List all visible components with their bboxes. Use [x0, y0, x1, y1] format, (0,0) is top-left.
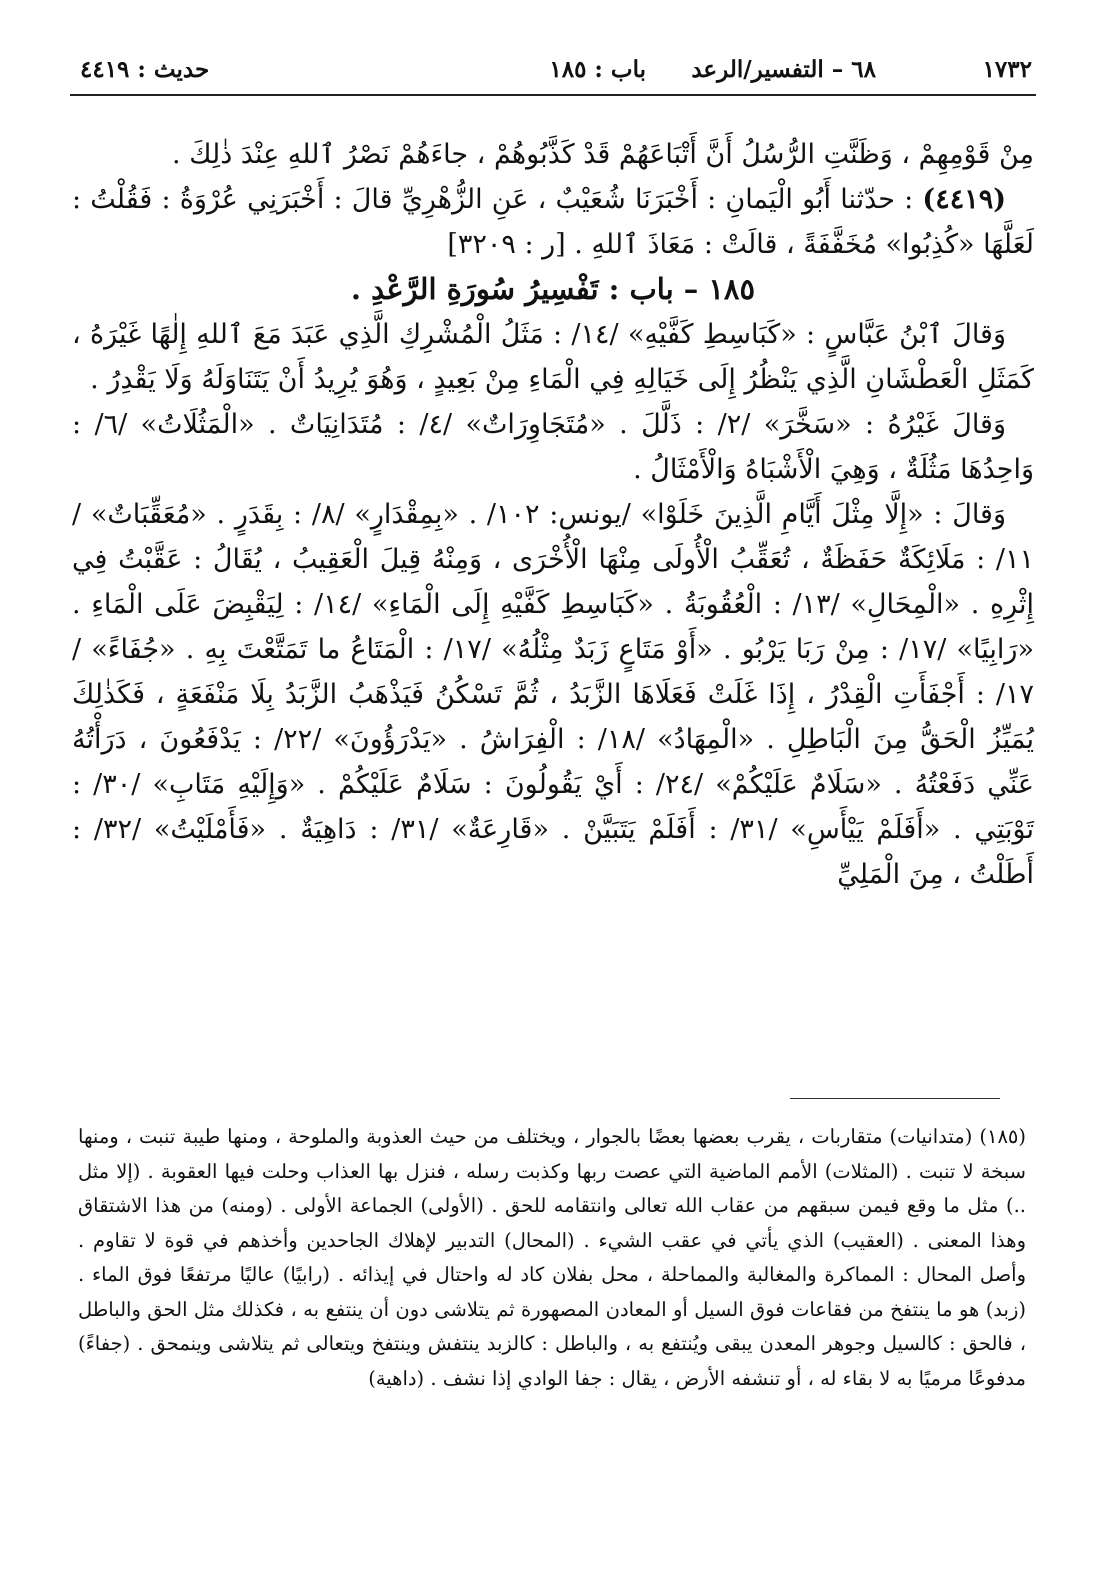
commentary-paragraph-2: وَقالَ غَيْرُهُ : «سَخَّرَ» /٢/ : ذَلَّلَ . «مُتَجَاوِرَاتٌ» /٤/ : مُتَدَانِيَاتٌ . «الْمَثُلَاتُ» /٦/ : وَاحِدُهَا مَثُلَةٌ ، وَهِيَ الْأَشْبَاهُ وَالْأَمْثَالُ . — [72, 409, 1034, 485]
page-header — [70, 50, 1036, 96]
commentary-paragraph-3: وَقالَ : «إِلَّا مِثْلَ أَيَّامِ الَّذِينَ خَلَوْا» /يونس: ١٠٢/ . «بِمِقْدَارٍ» /٨/ : بِقَدَرٍ . «مُعَقِّبَاتٌ» /١١/ : مَلَائِكَةٌ حَفَظَةٌ ، تُعَقِّبُ الْأُولَى مِنْهَا الْأُخْرَى ، وَمِنْهُ قِيلَ الْعَقِيبُ ، يُقَالُ : عَقَّبْتُ فِي إِثْرِهِ . «الْمِحَالِ» /١٣/ : الْعُقُوبَةُ . «كَبَاسِطِ كَفَّيْهِ إِلَى الْمَاءِ» /١٤/ : لِيَقْبِضَ عَلَى الْمَاءِ . «رَابِيًا» /١٧/ : مِنْ رَبَا يَرْبُو . «أَوْ مَتَاعٍ زَبَدٌ مِثْلُهُ» /١٧/ : الْمَتَاعُ ما تَمَتَّعْتَ بِهِ . «جُفَاءً» /١٧/ : أَجْفَأَتِ الْقِدْرُ ، إِذَا غَلَتْ فَعَلَاهَا الزَّبَدُ ، ثُمَّ تَسْكُنُ فَيَذْهَبُ الزَّبَدُ بِلَا مَنْفَعَةٍ ، فَكَذٰلِكَ يُمَيِّزُ الْحَقُّ مِنَ الْبَاطِلِ . «الْمِهَادُ» /١٨/ : الْفِرَاشُ . «يَدْرَؤُونَ» /٢٢/ : يَدْفَعُونَ ، دَرَأْتُهُ عَنِّي دَفَعْتُهُ . «سَلَامٌ عَلَيْكُمْ» /٢٤/ : أَيْ يَقُولُونَ : سَلَامٌ عَلَيْكُمْ . «وَإِلَيْهِ مَتَابِ» /٣٠/ : تَوْبَتِي . «أَفَلَمْ يَيْأَسِ» /٣١/ : أَفَلَمْ يَتَبَيَّنْ . «قَارِعَةٌ» /٣١/ : دَاهِيَةٌ . «فَأَمْلَيْتُ» /٣٢/ : أَطَلْتُ ، مِنَ الْمَلِيِّ — [72, 499, 1035, 890]
page-number: ١٧٣٢ — [982, 56, 1032, 83]
hadith-paragraph-text: : حدّثنا أَبُو الْيَمانِ : أَخْبَرَنَا شُعَيْبٌ ، عَنِ الزُّهْرِيِّ قالَ : أَخْبَرَنِي عُرْوَةُ : فَقُلْتُ : لَعَلَّهَا «كُذِبُوا» مُخَفَّفَةً ، قالَتْ : مَعَاذَ ٱللهِ . [ر : ٣٢٠٩] — [72, 184, 1034, 260]
footnotes — [78, 1120, 1026, 1396]
main-text — [72, 132, 1034, 897]
hadith-paragraph-number: (٤٤١٩) — [922, 184, 1006, 215]
footnote-text: (١٨٥) (متدانيات) متقاربات ، يقرب بعضها بعضًا بالجوار ، ويختلف من حيث العذوبة والملوحة ، ومنها طيبة تنبت ، ومنها سبخة لا تنبت . (المثلات) الأمم الماضية التي عصت ربها وكذبت رسله ، فنزل بها العذاب وحلت فيها العقوبة . (إلا مثل ..) مثل ما وقع فيمن سبقهم من عقاب الله تعالى وانتقامه للحق . (الأولى) الجماعة الأولى . (ومنه) من هذا الاشتقاق وهذا المعنى . (العقيب) الذي يأتي في عقب الشيء . (المحال) التدبير لإهلاك الجاحدين وأخذهم في قوة لا تقاوم . وأصل المحال : المماكرة والمغالبة والمماحلة ، محل بفلان كاد له واحتال في إيذائه . (رابيًا) عاليًا مرتفعًا فوق الماء . (زبد) هو ما ينتفخ من فقاعات فوق السيل أو المعادن المصهورة ثم يتلاشى دون أن ينتفع به ، فكذلك مثل الحق والباطل ، فالحق : كالسيل وجوهر المعدن يبقى ويُنتفع به ، والباطل : كالزبد ينتفش وينتفخ ويتعالى ثم يتلاشى وينمحق . (جفاءً) مدفوعًا مرميًا به لا بقاء له ، أو تنشفه الأرض ، يقال : جفا الوادي إذا نشف . (داهية) — [78, 1125, 1026, 1390]
chapter-number: باب : ١٨٥ — [549, 56, 646, 83]
book-chapter-title: ٦٨ – التفسير/الرعد — [691, 56, 876, 83]
hadith-number: حديث : ٤٤١٩ — [80, 56, 210, 83]
hadith-paragraph — [72, 177, 1034, 267]
continuation-paragraph: مِنْ قَوْمِهِمْ ، وَظَنَّتِ الرُّسُلُ أَنَّ أَتْبَاعَهُمْ قَدْ كَذَّبُوهُمْ ، جاءَهُمْ نَصْرُ ٱللهِ عِنْدَ ذٰلِكَ . — [172, 139, 1034, 170]
chapter-heading: ١٨٥ – باب : تَفْسِيرُ سُورَةِ الرَّعْدِ . — [350, 272, 756, 306]
footnote-separator — [790, 1098, 1000, 1099]
commentary-paragraph-1: وَقالَ ٱبْنُ عَبَّاسٍ : «كَبَاسِطِ كَفَّيْهِ» /١٤/ : مَثَلُ الْمُشْرِكِ الَّذِي عَبَدَ مَعَ ٱللهِ إِلٰهًا غَيْرَهُ ، كَمَثَلِ الْعَطْشَانِ الَّذِي يَنْظُرُ إِلَى خَيَالِهِ فِي الْمَاءِ مِنْ بَعِيدٍ ، وَهُوَ يُرِيدُ أَنْ يَتَنَاوَلَهُ وَلَا يَقْدِرُ . — [72, 319, 1034, 395]
